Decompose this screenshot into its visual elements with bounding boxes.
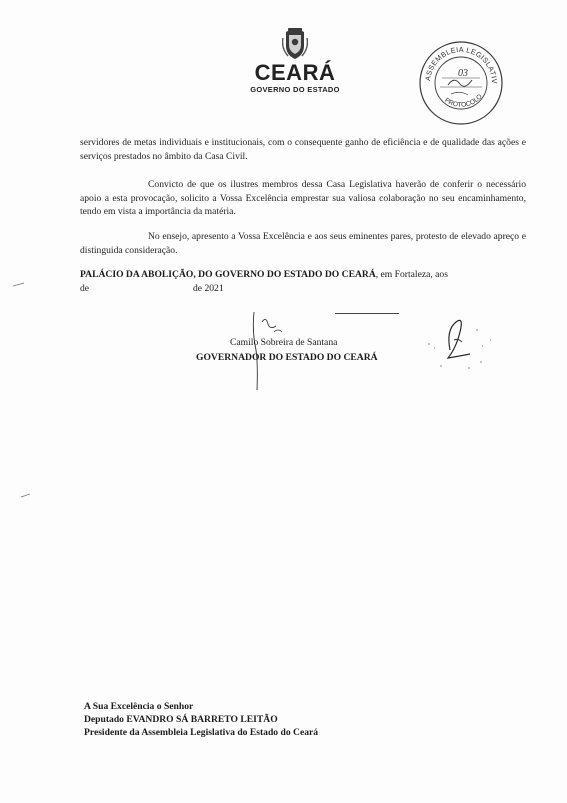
margin-mark-icon <box>20 492 34 500</box>
stamp-ring-text: ASSEMBLEIA LEGISLATIV <box>423 44 500 84</box>
stamp-handwritten-number: 03 <box>458 68 468 79</box>
addressee-line-1: A Sua Excelência o Senhor <box>84 701 194 712</box>
signatory-title: GOVERNADOR DO ESTADO DO CEARÁ <box>196 352 378 363</box>
governor-signature-icon <box>420 310 500 380</box>
closing-place-line <box>80 268 526 282</box>
body-paragraph-3: No ensejo, apresento a Vossa Excelência e aos seus eminentes pares, protesto de elevado apreço e distinguida consideração. <box>80 231 526 256</box>
stamp-bottom-text: PROTOCOLO <box>443 93 484 109</box>
coat-of-arms-icon <box>282 26 308 60</box>
stamp-seal-icon <box>418 40 504 126</box>
addressee-block <box>84 700 318 739</box>
addressee-line-2: Deputado EVANDRO SÁ BARRETO LEITÃO <box>84 714 278 725</box>
brand-subtitle: GOVERNO DO ESTADO <box>250 85 340 94</box>
closing-place-rest: , em Fortaleza, aos <box>375 269 448 280</box>
protocol-stamp <box>418 40 504 126</box>
body-paragraph-2: Convicto de que os ilustres membros dessa Casa Legislativa haverão de conferir o necessário apoio a esta provocação, solicito a Vossa Excelência emprestar sua valiosa colaboração no seu encaminhamento, tendo em vista a importância da matéria. <box>80 179 526 218</box>
margin-mark-icon <box>12 280 26 288</box>
body-paragraph-1: servidores de metas individuais e institucionais, com o consequente ganho de eficiência e de qualidade das ações e serviços prestados no âmbito da Casa Civil. <box>80 137 526 162</box>
closing-place-date <box>80 268 526 294</box>
brand-name: CEARÁ <box>254 60 336 85</box>
signature-line <box>335 313 399 314</box>
addressee-line-3: Presidente da Assembleia Legislativa do Estado do Ceará <box>84 727 319 738</box>
ceara-government-logo <box>248 26 342 110</box>
closing-place-bold: PALÁCIO DA ABOLIÇÃO, DO GOVERNO DO ESTADO DO CEARÁ <box>80 269 376 280</box>
signatory-name: Camilo Sobreira de Santana <box>230 337 338 348</box>
date-suffix: de 2021 <box>193 282 224 294</box>
date-prefix: de <box>80 282 90 294</box>
